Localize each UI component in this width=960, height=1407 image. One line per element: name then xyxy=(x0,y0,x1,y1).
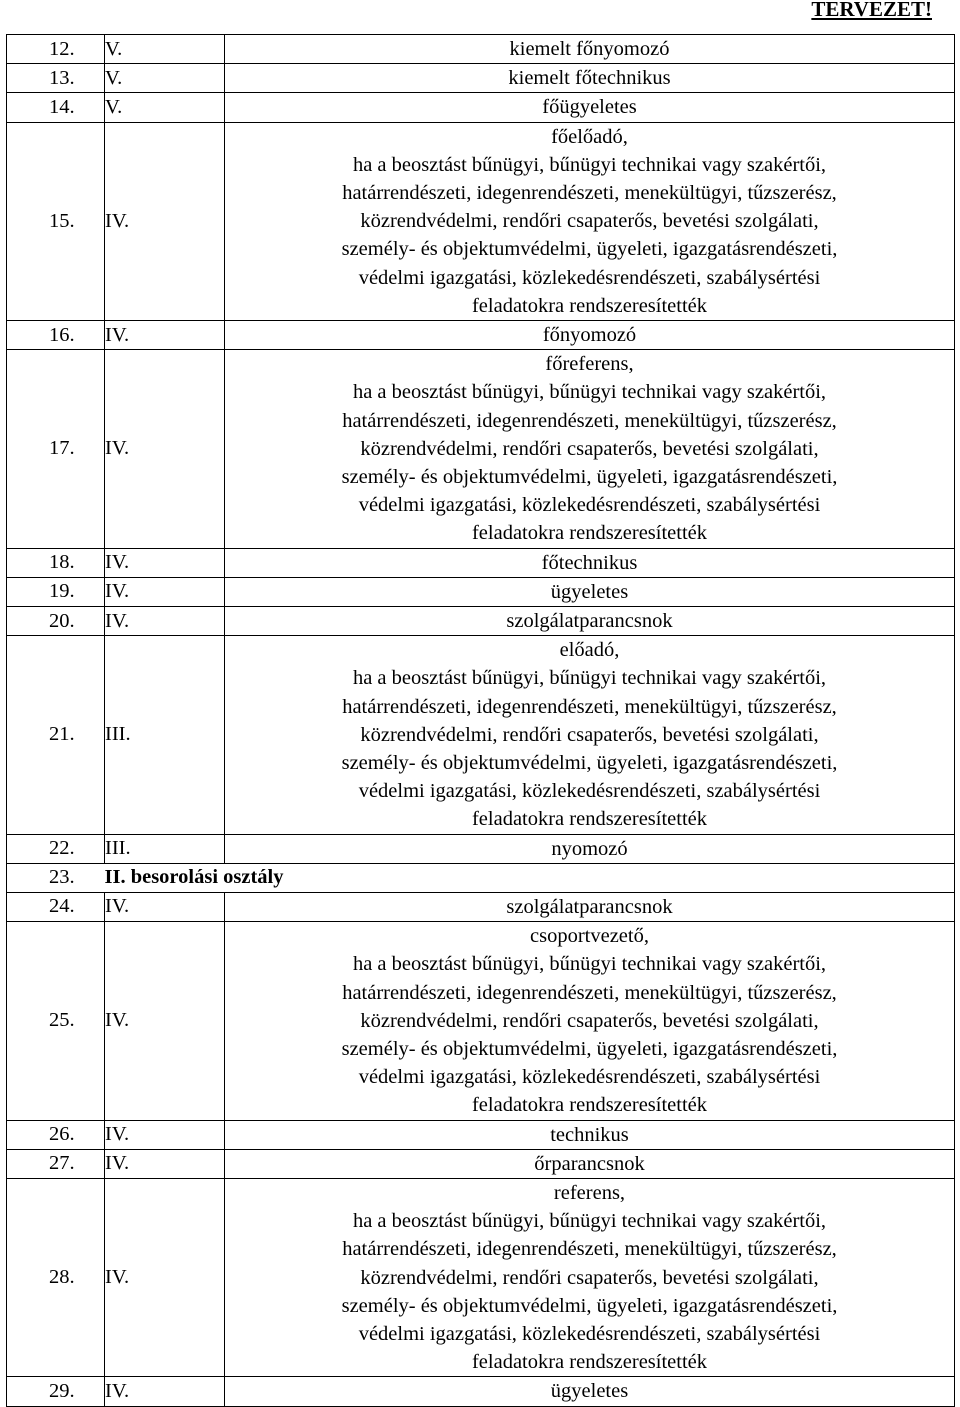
pay-class: IV. xyxy=(105,122,225,320)
pay-class: IV. xyxy=(105,922,225,1120)
position-text-line: közrendvédelmi, rendőri csapaterős, bevetési szolgálati, xyxy=(360,1009,819,1032)
row-number: 27. xyxy=(7,1149,105,1178)
table-row xyxy=(7,548,955,577)
position-text-line: ha a beosztást bűnügyi, bűnügyi technikai vagy szakértői, xyxy=(352,667,827,690)
position-text-line: védelmi igazgatási, közlekedésrendészeti, szabálysértési xyxy=(358,494,821,517)
table-row xyxy=(7,321,955,350)
draft-label: TERVEZET! xyxy=(811,0,932,21)
row-number: 12. xyxy=(7,35,105,64)
position-text-line: személy- és objektumvédelmi, ügyeleti, igazgatásrendészeti, xyxy=(341,1037,838,1060)
pay-class: IV. xyxy=(105,1149,225,1178)
position-text-line: főügyeletes xyxy=(542,96,637,119)
position-text-line: főelőadó, xyxy=(551,125,628,148)
table-row xyxy=(7,1178,955,1376)
row-number: 29. xyxy=(7,1377,105,1406)
rank-table-body xyxy=(7,35,955,1407)
table-row xyxy=(7,922,955,1120)
position-text-line: feladatokra rendszeresítették xyxy=(471,294,708,317)
table-row xyxy=(7,1377,955,1406)
row-number: 26. xyxy=(7,1120,105,1149)
pay-class: IV. xyxy=(105,1178,225,1376)
pay-class: III. xyxy=(105,636,225,834)
position-text-line: személy- és objektumvédelmi, ügyeleti, igazgatásrendészeti, xyxy=(341,466,838,489)
position-title xyxy=(225,577,955,606)
position-title xyxy=(225,1377,955,1406)
pay-class: IV. xyxy=(105,1120,225,1149)
table-row xyxy=(7,1120,955,1149)
row-number: 20. xyxy=(7,607,105,636)
position-text-line: határrendészeti, idegenrendészeti, menekültügyi, tűzszerész, xyxy=(342,981,837,1004)
position-title xyxy=(225,321,955,350)
position-text-line: főnyomozó xyxy=(542,324,637,347)
position-title xyxy=(225,122,955,320)
position-text-line: védelmi igazgatási, közlekedésrendészeti, szabálysértési xyxy=(358,266,821,289)
pay-class: IV. xyxy=(105,892,225,921)
position-text-line: szolgálatparancsnok xyxy=(506,895,673,918)
position-title xyxy=(225,93,955,122)
row-number: 13. xyxy=(7,64,105,93)
pay-class: IV. xyxy=(105,350,225,548)
table-row xyxy=(7,863,955,892)
table-row xyxy=(7,834,955,863)
position-text-line: ha a beosztást bűnügyi, bűnügyi technikai vagy szakértői, xyxy=(352,153,827,176)
position-text-line: határrendészeti, idegenrendészeti, menekültügyi, tűzszerész, xyxy=(342,695,837,718)
position-text-line: nyomozó xyxy=(551,837,628,860)
position-text-line: ha a beosztást bűnügyi, bűnügyi technikai vagy szakértői, xyxy=(352,953,827,976)
pay-class: V. xyxy=(105,35,225,64)
rank-table xyxy=(6,34,955,1407)
position-title xyxy=(225,1120,955,1149)
position-text-line: szolgálatparancsnok xyxy=(506,610,673,633)
pay-class: IV. xyxy=(105,321,225,350)
table-row xyxy=(7,122,955,320)
position-text-line: főreferens, xyxy=(545,353,634,376)
position-text-line: közrendvédelmi, rendőri csapaterős, bevetési szolgálati, xyxy=(360,723,819,746)
table-row xyxy=(7,35,955,64)
position-text-line: ügyeletes xyxy=(550,1380,629,1403)
position-text-line: közrendvédelmi, rendőri csapaterős, bevetési szolgálati, xyxy=(360,1266,819,1289)
position-text-line: határrendészeti, idegenrendészeti, menekültügyi, tűzszerész, xyxy=(342,409,837,432)
pay-class: IV. xyxy=(105,1377,225,1406)
position-title xyxy=(225,636,955,834)
position-text-line: védelmi igazgatási, közlekedésrendészeti, szabálysértési xyxy=(358,780,821,803)
row-number: 15. xyxy=(7,122,105,320)
position-text-line: közrendvédelmi, rendőri csapaterős, bevetési szolgálati, xyxy=(360,210,819,233)
position-text-line: csoportvezető, xyxy=(530,925,649,948)
pay-class: IV. xyxy=(105,577,225,606)
position-text-line: ha a beosztást bűnügyi, bűnügyi technikai vagy szakértői, xyxy=(352,1210,827,1233)
table-row xyxy=(7,607,955,636)
position-title xyxy=(225,64,955,93)
position-title xyxy=(225,548,955,577)
class-heading: II. besorolási osztály xyxy=(105,863,955,892)
table-row xyxy=(7,93,955,122)
position-text-line: határrendészeti, idegenrendészeti, menekültügyi, tűzszerész, xyxy=(342,182,837,205)
pay-class: IV. xyxy=(105,548,225,577)
position-text-line: előadó, xyxy=(559,639,620,662)
position-text-line: védelmi igazgatási, közlekedésrendészeti, szabálysértési xyxy=(358,1066,821,1089)
position-text-line: ügyeletes xyxy=(550,580,629,603)
position-text-line: feladatokra rendszeresítették xyxy=(471,808,708,831)
position-title xyxy=(225,350,955,548)
position-text-line: őrparancsnok xyxy=(534,1152,645,1175)
position-title xyxy=(225,1149,955,1178)
row-number: 23. xyxy=(7,863,105,892)
position-text-line: feladatokra rendszeresítették xyxy=(471,1351,708,1374)
table-row xyxy=(7,636,955,834)
position-text-line: főtechnikus xyxy=(541,551,638,574)
position-text-line: technikus xyxy=(550,1123,629,1146)
position-text-line: kiemelt főnyomozó xyxy=(509,38,670,60)
pay-class: V. xyxy=(105,64,225,93)
table-row xyxy=(7,1149,955,1178)
position-title xyxy=(225,834,955,863)
table-row xyxy=(7,350,955,548)
row-number: 24. xyxy=(7,892,105,921)
table-row xyxy=(7,64,955,93)
table-row xyxy=(7,577,955,606)
row-number: 14. xyxy=(7,93,105,122)
position-text-line: személy- és objektumvédelmi, ügyeleti, igazgatásrendészeti, xyxy=(341,1294,838,1317)
row-number: 28. xyxy=(7,1178,105,1376)
position-title xyxy=(225,1178,955,1376)
position-text-line: referens, xyxy=(553,1181,626,1204)
position-text-line: személy- és objektumvédelmi, ügyeleti, igazgatásrendészeti, xyxy=(341,752,838,775)
position-title xyxy=(225,607,955,636)
row-number: 19. xyxy=(7,577,105,606)
position-text-line: ha a beosztást bűnügyi, bűnügyi technikai vagy szakértői, xyxy=(352,381,827,404)
row-number: 18. xyxy=(7,548,105,577)
row-number: 17. xyxy=(7,350,105,548)
table-row xyxy=(7,892,955,921)
position-text-line: feladatokra rendszeresítették xyxy=(471,1094,708,1117)
row-number: 16. xyxy=(7,321,105,350)
pay-class: III. xyxy=(105,834,225,863)
pay-class: V. xyxy=(105,93,225,122)
position-text-line: határrendészeti, idegenrendészeti, menekültügyi, tűzszerész, xyxy=(342,1238,837,1261)
row-number: 22. xyxy=(7,834,105,863)
position-title xyxy=(225,35,955,64)
row-number: 21. xyxy=(7,636,105,834)
position-title xyxy=(225,892,955,921)
position-text-line: kiemelt főtechnikus xyxy=(508,67,671,90)
position-text-line: feladatokra rendszeresítették xyxy=(471,522,708,545)
position-text-line: védelmi igazgatási, közlekedésrendészeti, szabálysértési xyxy=(358,1322,821,1345)
position-title xyxy=(225,922,955,1120)
position-text-line: közrendvédelmi, rendőri csapaterős, bevetési szolgálati, xyxy=(360,437,819,460)
pay-class: IV. xyxy=(105,607,225,636)
position-text-line: személy- és objektumvédelmi, ügyeleti, igazgatásrendészeti, xyxy=(341,238,838,261)
row-number: 25. xyxy=(7,922,105,1120)
